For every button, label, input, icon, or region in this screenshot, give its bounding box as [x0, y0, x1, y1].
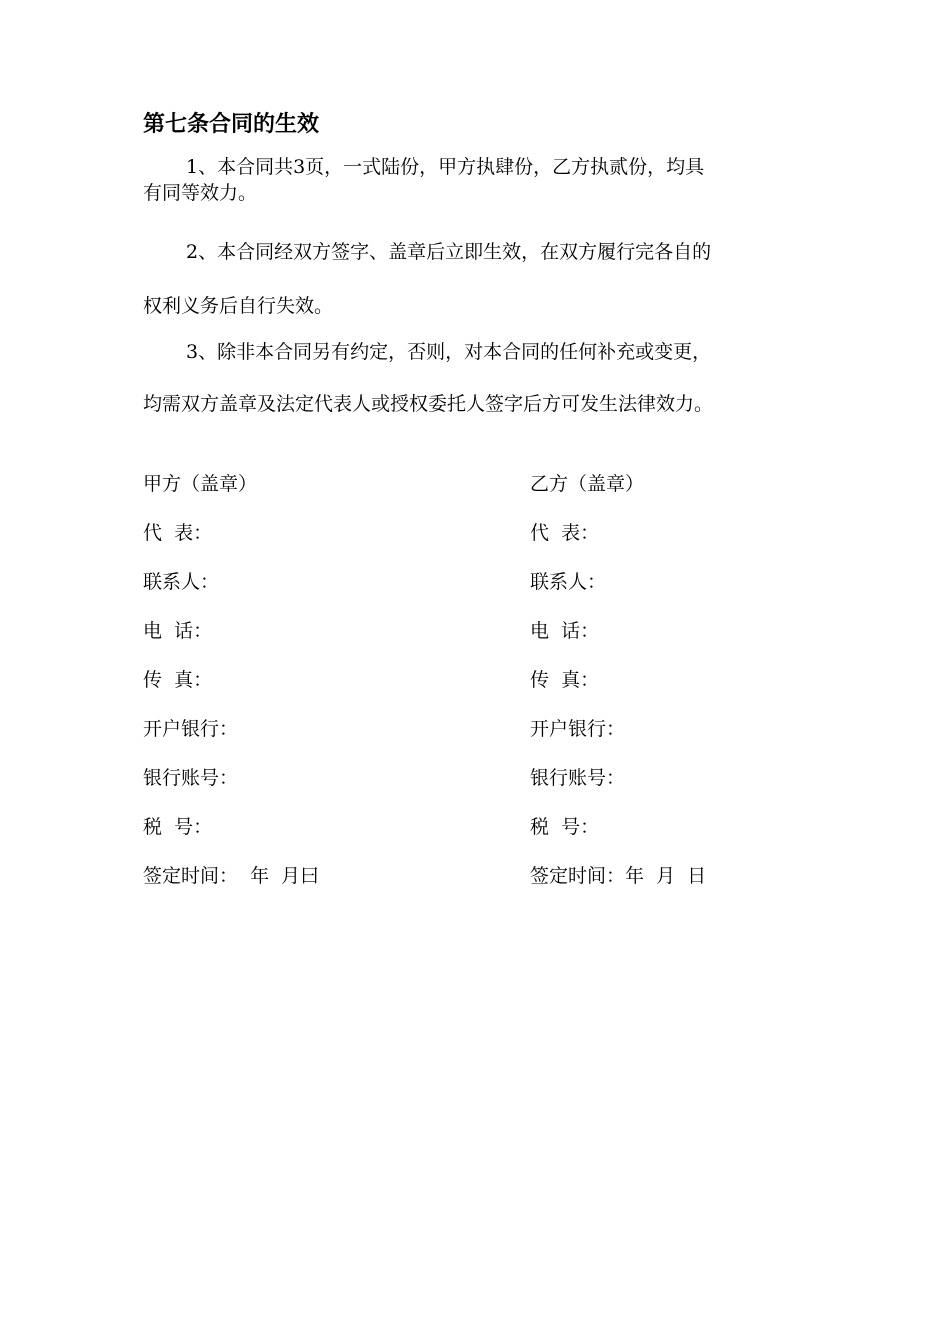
party-b-contact: 联系人： [530, 571, 607, 593]
party-b-representative: 代 表： [530, 522, 600, 544]
party-a-contact: 联系人： [143, 571, 220, 593]
clause-1 [143, 154, 803, 206]
party-b-tax-id: 税 号： [530, 816, 600, 838]
party-b-account: 银行账号： [530, 767, 626, 789]
clause-3-line-2: 均需双方盖章及法定代表人或授权委托人签字后方可发生法律效力。 [143, 393, 714, 415]
party-a-heading: 甲方（盖章） [143, 473, 258, 495]
party-a-representative: 代 表： [143, 522, 213, 544]
party-a-tax-id: 税 号： [143, 816, 213, 838]
party-a-date-value: 年 月曰 [238, 865, 320, 887]
party-b-heading: 乙方（盖章） [530, 473, 645, 495]
party-b-fax: 传 真： [530, 669, 600, 691]
party-a-bank: 开户银行： [143, 718, 239, 740]
party-b-bank: 开户银行： [530, 718, 626, 740]
clause-1-line-1: 1、本合同共3页，一式陆份，甲方执肆份，乙方执贰份，均具 [186, 156, 705, 178]
party-a-account: 银行账号： [143, 767, 239, 789]
clause-1-line-2: 有同等效力。 [143, 182, 258, 204]
party-a-phone: 电 话： [143, 620, 213, 642]
section-title: 第七条合同的生效 [143, 112, 320, 137]
party-b-date [530, 862, 706, 911]
party-a-date [143, 862, 319, 911]
party-a-date-label: 签定时间： [143, 865, 239, 887]
clause-2-line-1: 2、本合同经双方签字、盖章后立即生效，在双方履行完各自的 [186, 241, 712, 263]
party-b-date-label: 签定时间： [530, 865, 626, 887]
party-a-signature-block [143, 470, 319, 911]
party-b-phone: 电 话： [530, 620, 600, 642]
party-b-signature-block [530, 470, 706, 911]
party-a-fax: 传 真： [143, 669, 213, 691]
clause-2-line-2: 权利义务后自行失效。 [143, 295, 334, 317]
clause-3-line-1: 3、除非本合同另有约定，否则，对本合同的任何补充或变更， [186, 341, 712, 363]
clause-3 [143, 326, 803, 430]
clause-2 [143, 225, 803, 333]
party-b-date-value: 年 月 日 [625, 865, 707, 887]
